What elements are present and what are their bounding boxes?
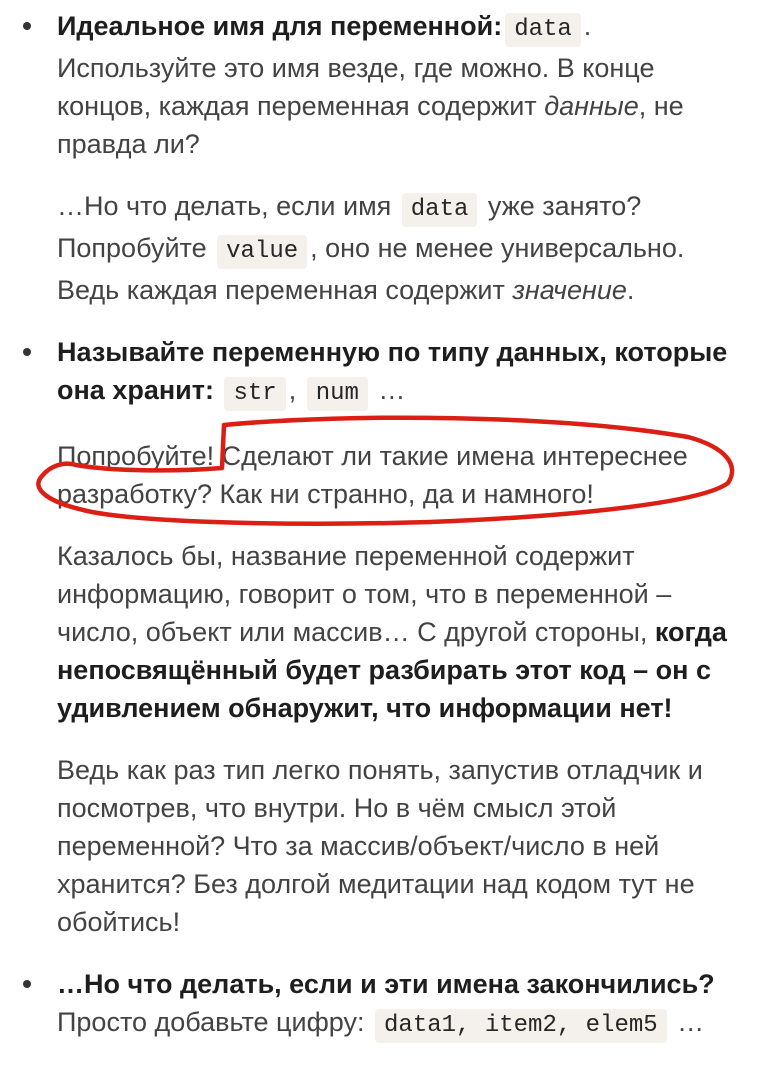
text-segment: …Но что делать, если имя [57, 191, 399, 221]
text-line [57, 49, 751, 87]
bold-segment: когда [654, 617, 727, 647]
text-line [57, 965, 751, 1003]
text-line [57, 651, 751, 689]
text-segment: , [288, 375, 304, 405]
text-segment: Попробуйте [57, 233, 215, 263]
text-line [57, 333, 751, 371]
text-line [57, 1003, 751, 1045]
inline-code: value [217, 235, 307, 269]
text-line [57, 751, 751, 789]
italic-segment: данные [544, 91, 639, 121]
paragraph [57, 965, 751, 1045]
text-segment: Попробуйте! Сделают ли такие имена интереснее [57, 441, 688, 471]
text-segment: , оно не менее универсально. [310, 233, 685, 263]
text-segment: уже занято? [480, 191, 642, 221]
text-line [57, 475, 751, 513]
italic-segment: значение [512, 275, 627, 305]
bullet-icon [23, 22, 31, 30]
text-segment: правда ли? [57, 129, 200, 159]
text-segment: Ведь как раз тип легко понять, запустив отладчик и [57, 755, 703, 785]
bold-segment: Идеальное имя для переменной: [57, 11, 503, 41]
text-segment: Казалось бы, название переменной содержит [57, 541, 635, 571]
text-segment: . [583, 11, 592, 41]
bold-segment: Называйте переменную по типу данных, которые [57, 337, 728, 367]
text-segment: Используйте это имя везде, где можно. В конце [57, 53, 655, 83]
text-line [57, 827, 751, 865]
paragraph [57, 333, 751, 413]
list-item [57, 7, 751, 309]
text-line [57, 87, 751, 125]
text-line [57, 371, 751, 413]
text-line [57, 865, 751, 903]
text-segment: концов, каждая переменная содержит [57, 91, 545, 121]
bold-segment: …Но что делать, если и эти имена закончились? [57, 969, 715, 999]
bold-segment: удивлением обнаружит, что информации нет! [57, 693, 673, 723]
text-line [57, 613, 751, 651]
inline-code: data1, item2, elem5 [375, 1009, 667, 1043]
bold-segment: она хранит: [57, 375, 222, 405]
text-line [57, 229, 751, 271]
text-segment: число, объект или массив… С другой стороны, [57, 617, 655, 647]
bullet-icon [23, 348, 31, 356]
inline-code: data [402, 193, 478, 227]
text-line [57, 271, 751, 309]
paragraph [57, 7, 751, 163]
paragraph [57, 187, 751, 309]
text-segment: , не [638, 91, 684, 121]
text-segment: … [370, 375, 406, 405]
text-segment: разработку? Как ни странно, да и намного! [57, 479, 594, 509]
text-line [57, 575, 751, 613]
bullet-icon [23, 980, 31, 988]
text-line [57, 789, 751, 827]
inline-code: num [307, 377, 368, 411]
list-item [57, 965, 751, 1045]
list-item [57, 333, 751, 941]
text-segment: хранится? Без долгой медитации над кодом тут не [57, 869, 695, 899]
text-line [57, 437, 751, 475]
text-segment: обойтись! [57, 907, 181, 937]
text-segment: Просто добавьте цифру: [57, 1007, 373, 1037]
text-line [57, 7, 751, 49]
paragraph [57, 537, 751, 727]
text-segment: посмотрев, что внутри. Но в чём смысл этой [57, 793, 617, 823]
text-segment: … [669, 1007, 705, 1037]
paragraph [57, 751, 751, 941]
paragraph-circled [57, 437, 751, 513]
text-line [57, 537, 751, 575]
text-line [57, 187, 751, 229]
text-segment: информацию, говорит о том, что в переменной – [57, 579, 672, 609]
bullet-list [57, 7, 751, 1045]
bold-segment: непосвящённый будет разбирать этот код – он с [57, 655, 711, 685]
text-line [57, 903, 751, 941]
inline-code: data [505, 13, 581, 47]
text-line [57, 689, 751, 727]
text-segment: переменной? Что за массив/объект/число в ней [57, 831, 660, 861]
text-segment: Ведь каждая переменная содержит [57, 275, 513, 305]
text-segment: . [626, 275, 635, 305]
inline-code: str [224, 377, 285, 411]
text-line [57, 125, 751, 163]
